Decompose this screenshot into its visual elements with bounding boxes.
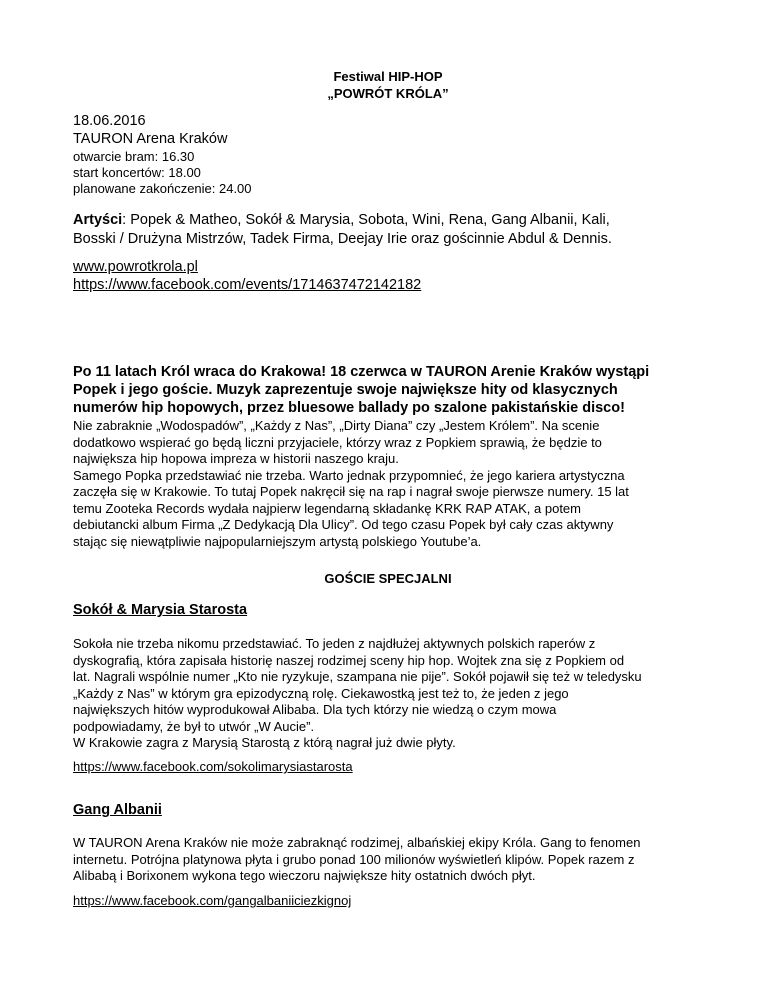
sokol-line: dyskografią, która zapisała historię naszej rodzimej sceny hip hop. Wojtek zna się z Popkiem od (73, 652, 625, 668)
intro-line: Nie zabraknie „Wodospadów”, „Każdy z Nas”, „Dirty Diana” czy „Jestem Królem”. Na scenie (73, 418, 600, 433)
end-time: planowane zakończenie: 24.00 (73, 181, 252, 196)
sokol-line: lat. Nagrali wspólnie numer „Kto nie ryzykuje, szampana nie pije”. Sokół pojawił się też w teledysku (73, 669, 642, 684)
gang-albanii-heading: Gang Albanii (73, 802, 162, 818)
sokol-line: W Krakowie zagra z Marysią Starostą z którą nagrał już dwie płyty. (73, 735, 456, 750)
lead-line: numerów hip hopowych, przez bluesowe ballady po szalone pakistańskie disco! (73, 400, 625, 416)
festival-title: Festiwal HIP-HOP (333, 69, 443, 84)
intro-line: stając się niewątpliwie najpopularniejszym artystą polskiego Youtube’a. (73, 533, 482, 549)
artists-line-1: : Popek & Matheo, Sokół & Marysia, Sobota, Wini, Rena, Gang Albanii, Kali, (122, 212, 610, 228)
sokol-facebook-link[interactable]: https://www.facebook.com/sokolimarysiastarosta (73, 759, 353, 774)
intro-line: zaczęła się w Krakowie. To tutaj Popek nakręcił się na rap i nagrał swoje pierwsze numery. 15 lat (73, 484, 629, 499)
website-link[interactable]: www.powrotkrola.pl (73, 259, 198, 275)
sokol-line: podpowiadamy, że był to utwór „W Aucie”. (73, 718, 315, 734)
lead-line: Popek i jego goście. Muzyk zaprezentuje swoje największe hity od klasycznych (73, 382, 618, 398)
special-guests-heading: GOŚCIE SPECJALNI (324, 571, 452, 586)
lead-line: Po 11 latach Król wraca do Krakowa! 18 czerwca w TAURON Arenie Kraków wystąpi (73, 364, 650, 380)
sokol-line: największych hitów wyprodukował Alibaba. Dla tych którzy nie wiedzą o czym mowa (73, 702, 557, 717)
sokol-paragraph (73, 636, 703, 752)
gates-time: otwarcie bram: 16.30 (73, 149, 195, 164)
gang-albanii-facebook-link[interactable]: https://www.facebook.com/gangalbaniiciezkignoj (73, 893, 352, 908)
artists-label: Artyści (73, 212, 123, 228)
gang-line: internetu. Potrójna platynowa płyta i grubo ponad 100 milionów wyświetleń klipów. Popek razem z (73, 851, 635, 867)
sokol-line: „Każdy z Nas” w którym gra epizodyczną rolę. Ciekawostką jest też to, że jeden z jego (73, 685, 569, 701)
gang-line: Alibabą i Borixonem wykona tego wieczoru największe hity ostatnich dwóch płyt. (73, 868, 536, 883)
lead-paragraph (73, 363, 701, 417)
start-time: start koncertów: 18.00 (73, 165, 201, 180)
gang-line: W TAURON Arena Kraków nie może zabraknąć rodzimej, albańskiej ekipy Króla. Gang to fenomen (73, 835, 641, 850)
intro-line: Samego Popka przedstawiać nie trzeba. Warto jednak przypomnieć, że jego kariera artystyczna (73, 467, 625, 483)
intro-line: dodatkowo wspierać go będą liczni przyjaciele, którzy wraz z Popkiem sprawią, że będzie to (73, 434, 602, 450)
event-venue: TAURON Arena Kraków (73, 131, 228, 147)
event-date: 18.06.2016 (73, 113, 146, 129)
gang-albanii-paragraph (73, 835, 703, 885)
artists-line-2: Bosski / Drużyna Mistrzów, Tadek Firma, Deejay Irie oraz gościnnie Abdul & Dennis. (73, 231, 612, 247)
sokol-heading: Sokół & Marysia Starosta (73, 602, 248, 618)
artists-paragraph (73, 211, 693, 249)
facebook-event-link[interactable]: https://www.facebook.com/events/1714637472142182 (73, 277, 422, 293)
intro-line: temu Zooteka Records wydała najpierw legendarną składankę KRK RAP ATAK, a potem (73, 500, 581, 516)
festival-subtitle: „POWRÓT KRÓLA” (327, 86, 449, 101)
intro-paragraph (73, 418, 703, 550)
intro-line: największa hip hopowa impreza w historii naszego kraju. (73, 451, 399, 466)
intro-line: debiutancki album Firma „Z Dedykacją Dla Ulicy”. Od tego czasu Popek był cały czas aktywny (73, 517, 614, 532)
sokol-line: Sokoła nie trzeba nikomu przedstawiać. To jeden z najdłużej aktywnych polskich raperów z (73, 636, 596, 651)
